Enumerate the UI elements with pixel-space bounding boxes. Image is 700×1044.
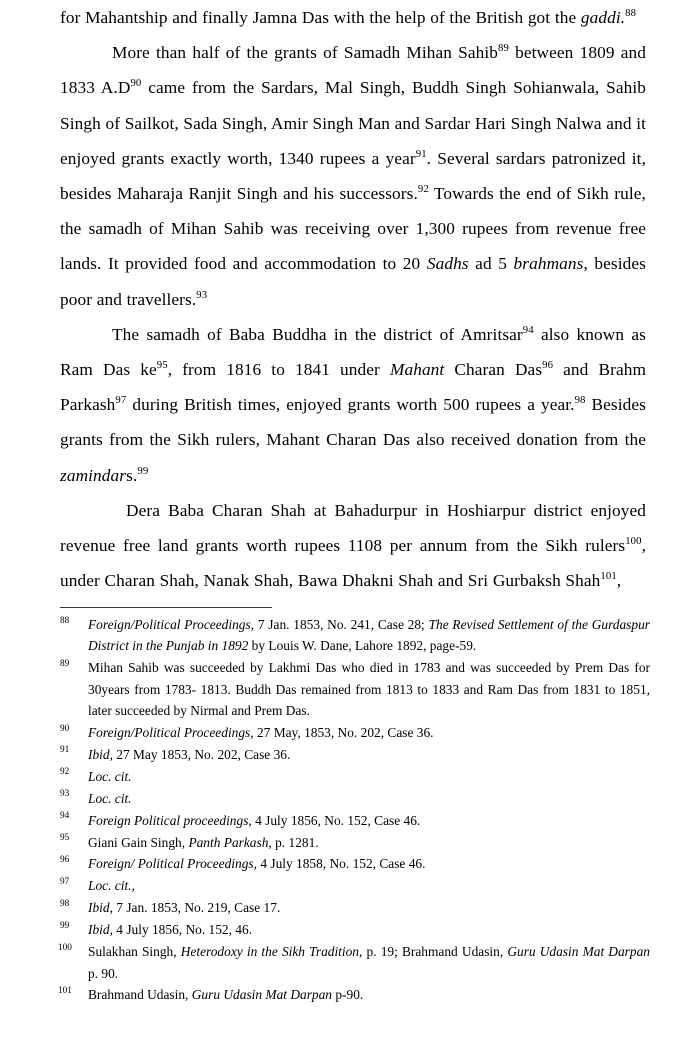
footnote-text	[88, 614, 650, 657]
footnote-entry	[60, 744, 650, 765]
text-run: 27 May 1853, No. 202, Case 36.	[112, 746, 291, 762]
footnote-reference[interactable]: 94	[522, 324, 534, 337]
footnote-reference[interactable]: 92	[417, 183, 429, 196]
footnote-separator-rule	[60, 607, 272, 608]
italic-run: Ibid,	[88, 922, 113, 938]
footnote-entry	[60, 897, 650, 918]
italic-run: zamindar	[60, 465, 127, 485]
text-run: between 1809 and 1833 A.D	[60, 43, 646, 98]
footnote-text	[88, 744, 650, 765]
footnote-text	[88, 897, 650, 918]
footnote-text	[88, 919, 650, 940]
footnote-text	[88, 941, 650, 984]
text-run: ad 5	[468, 254, 514, 274]
footnote-number[interactable]: 96	[60, 854, 70, 865]
footnote-text	[88, 832, 650, 853]
italic-run: gaddi.	[580, 8, 626, 27]
footnote-text	[88, 657, 650, 721]
text-run: 4 July 1856, No. 152, 46.	[112, 922, 253, 938]
text-run: , from 1816 to 1841 under	[167, 360, 390, 380]
text-run: The samadh of Baba Buddha in the district of Amritsar	[112, 324, 523, 344]
footnote-text	[88, 875, 650, 896]
text-run: s.	[126, 465, 138, 485]
italic-run: Loc. cit.	[88, 790, 132, 806]
footnote-reference[interactable]: 96	[542, 359, 554, 372]
text-run: More than half of the grants of Samadh Mihan Sahib	[112, 43, 499, 63]
footnote-number[interactable]: 99	[60, 920, 70, 931]
footnote-reference[interactable]: 97	[115, 394, 127, 407]
body-text-area	[60, 0, 646, 598]
text-run: 4 July 1858, No. 152, Case 46.	[256, 856, 426, 872]
italic-run: Foreign/Political Proceedings,	[88, 725, 254, 741]
footnote-text	[88, 853, 650, 874]
text-run: 27 May, 1853, No. 202, Case 36.	[253, 725, 434, 741]
italic-run: Loc. cit.,	[88, 878, 135, 894]
body-paragraph	[60, 317, 646, 493]
text-run: Charan Das	[444, 360, 543, 380]
footnote-list	[60, 614, 650, 1006]
text-run: , besides poor and travellers.	[60, 254, 646, 309]
footnote-entry	[60, 984, 650, 1005]
footnote-entry	[60, 853, 650, 874]
footnote-number[interactable]: 94	[60, 811, 70, 822]
footnote-entry	[60, 788, 650, 809]
footnote-reference[interactable]: 88	[625, 7, 637, 20]
italic-run: Guru Udasin Mat Darpan	[507, 944, 650, 960]
footnote-text	[88, 984, 650, 1005]
italic-run: Heterodoxy in the Sikh Tradition,	[180, 944, 363, 960]
text-run: 7 Jan. 1853, No. 219, Case 17.	[112, 900, 281, 916]
footnote-reference[interactable]: 99	[137, 464, 149, 477]
footnote-number[interactable]: 93	[60, 789, 70, 800]
body-paragraph	[60, 493, 646, 599]
text-run: during British times, enjoyed grants worth 500 rupees a year.	[126, 395, 575, 415]
italic-run: brahmans	[513, 254, 584, 274]
text-run: p. 19; Brahmand Udasin,	[362, 944, 508, 960]
footnote-reference[interactable]: 101	[600, 570, 617, 583]
footnote-reference[interactable]: 90	[130, 77, 142, 90]
footnote-entry	[60, 657, 650, 721]
italic-run: Foreign Political proceedings	[88, 812, 249, 828]
text-run: Towards the end of Sikh rule, the samadh of Mihan Sahib was receiving over 1,300 rupees from revenue free lands. It provided food and accommodation to 20	[60, 184, 646, 274]
footnote-number[interactable]: 98	[60, 898, 70, 909]
footnote-reference[interactable]: 93	[196, 288, 208, 301]
footnote-entry	[60, 810, 650, 831]
footnote-number[interactable]: 88	[60, 615, 70, 626]
text-run: 7 Jan. 1853, No. 241, Case 28;	[254, 617, 429, 632]
footnote-entry	[60, 722, 650, 743]
footnote-number[interactable]: 90	[60, 723, 70, 734]
footnote-number[interactable]: 95	[60, 833, 70, 844]
text-run: ,	[616, 571, 622, 591]
text-run: p. 90.	[88, 965, 119, 981]
text-run: also known as Ram Das ke	[60, 324, 646, 380]
body-paragraph	[60, 0, 646, 35]
text-run: p-90.	[332, 987, 364, 1003]
italic-run: Panth Parkash	[188, 834, 269, 850]
text-run: Brahmand Udasin,	[88, 987, 192, 1003]
text-run: Sulakhan Singh,	[88, 944, 181, 960]
italic-run: Mahant	[389, 360, 445, 380]
italic-run: Ibid,	[88, 746, 113, 762]
italic-run: Sadhs	[426, 254, 469, 274]
footnote-text	[88, 788, 650, 809]
text-run: , 4 July 1856, No. 152, Case 46.	[248, 812, 421, 828]
footnote-text	[88, 810, 650, 831]
footnote-number[interactable]: 89	[60, 658, 70, 669]
footnote-number[interactable]: 100	[58, 942, 72, 953]
footnote-entry	[60, 832, 650, 853]
footnote-entry	[60, 766, 650, 787]
text-run: , p. 1281.	[268, 834, 319, 850]
footnote-entry	[60, 919, 650, 940]
footnote-reference[interactable]: 98	[574, 394, 586, 407]
footnote-number[interactable]: 92	[60, 767, 70, 778]
text-run: Giani Gain Singh,	[88, 834, 189, 850]
footnote-reference[interactable]: 100	[625, 535, 642, 548]
text-run: Dera Baba Charan Shah at Bahadurpur in Hoshiarpur district enjoyed revenue free land grants worth rupees 1108 per annum from the Sikh rulers	[60, 500, 646, 556]
text-run: , under Charan Shah, Nanak Shah, Bawa Dhakni Shah and Sri Gurbaksh Shah	[60, 536, 646, 591]
text-run: by Louis W. Dane, Lahore 1892, page-59.	[248, 638, 477, 654]
text-run: came from the Sardars, Mal Singh, Buddh Singh Sohianwala, Sahib Singh of Sailkot, Sada Singh, Amir Singh Man and Sardar Hari Singh Nalwa and it enjoyed grants exactly worth, 1340 rupees a year	[60, 78, 646, 168]
text-run: . Several sardars patronized it, besides Maharaja Ranjit Singh and his successors.	[60, 148, 647, 204]
footnote-number[interactable]: 91	[60, 745, 70, 756]
footnote-reference[interactable]: 89	[498, 42, 509, 55]
italic-run: The Revised Settlement of the Gurdaspur District in the Punjab in 1892	[88, 617, 650, 654]
footnote-reference[interactable]: 91	[415, 148, 427, 161]
footnote-entry	[60, 614, 650, 657]
footnote-text	[88, 766, 650, 787]
italic-run: Foreign/Political Proceedings,	[88, 617, 255, 632]
footnote-number[interactable]: 97	[60, 876, 70, 887]
italic-run: Loc. cit.	[88, 768, 132, 784]
italic-run: Foreign/ Political Proceedings,	[88, 856, 257, 872]
footnote-entry	[60, 875, 650, 896]
body-paragraph	[60, 35, 646, 317]
italic-run: Guru Udasin Mat Darpan	[191, 987, 333, 1003]
italic-run: Ibid,	[88, 900, 113, 916]
footnote-entry	[60, 941, 650, 984]
text-run: Besides grants from the Sikh rulers, Mahant Charan Das also received donation from the	[60, 395, 646, 450]
footnote-reference[interactable]: 95	[156, 359, 168, 372]
text-run: for Mahantship and finally Jamna Das with the help of the British got the	[60, 8, 581, 27]
footnote-text	[88, 722, 650, 743]
text-run: and Brahm Parkash	[60, 360, 647, 415]
text-run: Mihan Sahib was succeeded by Lakhmi Das who died in 1783 and was succeeded by Prem Das for 30years from 1783- 1813. Buddh Das remained from 1813 to 1833 and Ram Das from 1831 to 1851, later succeeded by Nirmal and Prem Das.	[88, 660, 650, 719]
footnote-number[interactable]: 101	[58, 985, 72, 996]
